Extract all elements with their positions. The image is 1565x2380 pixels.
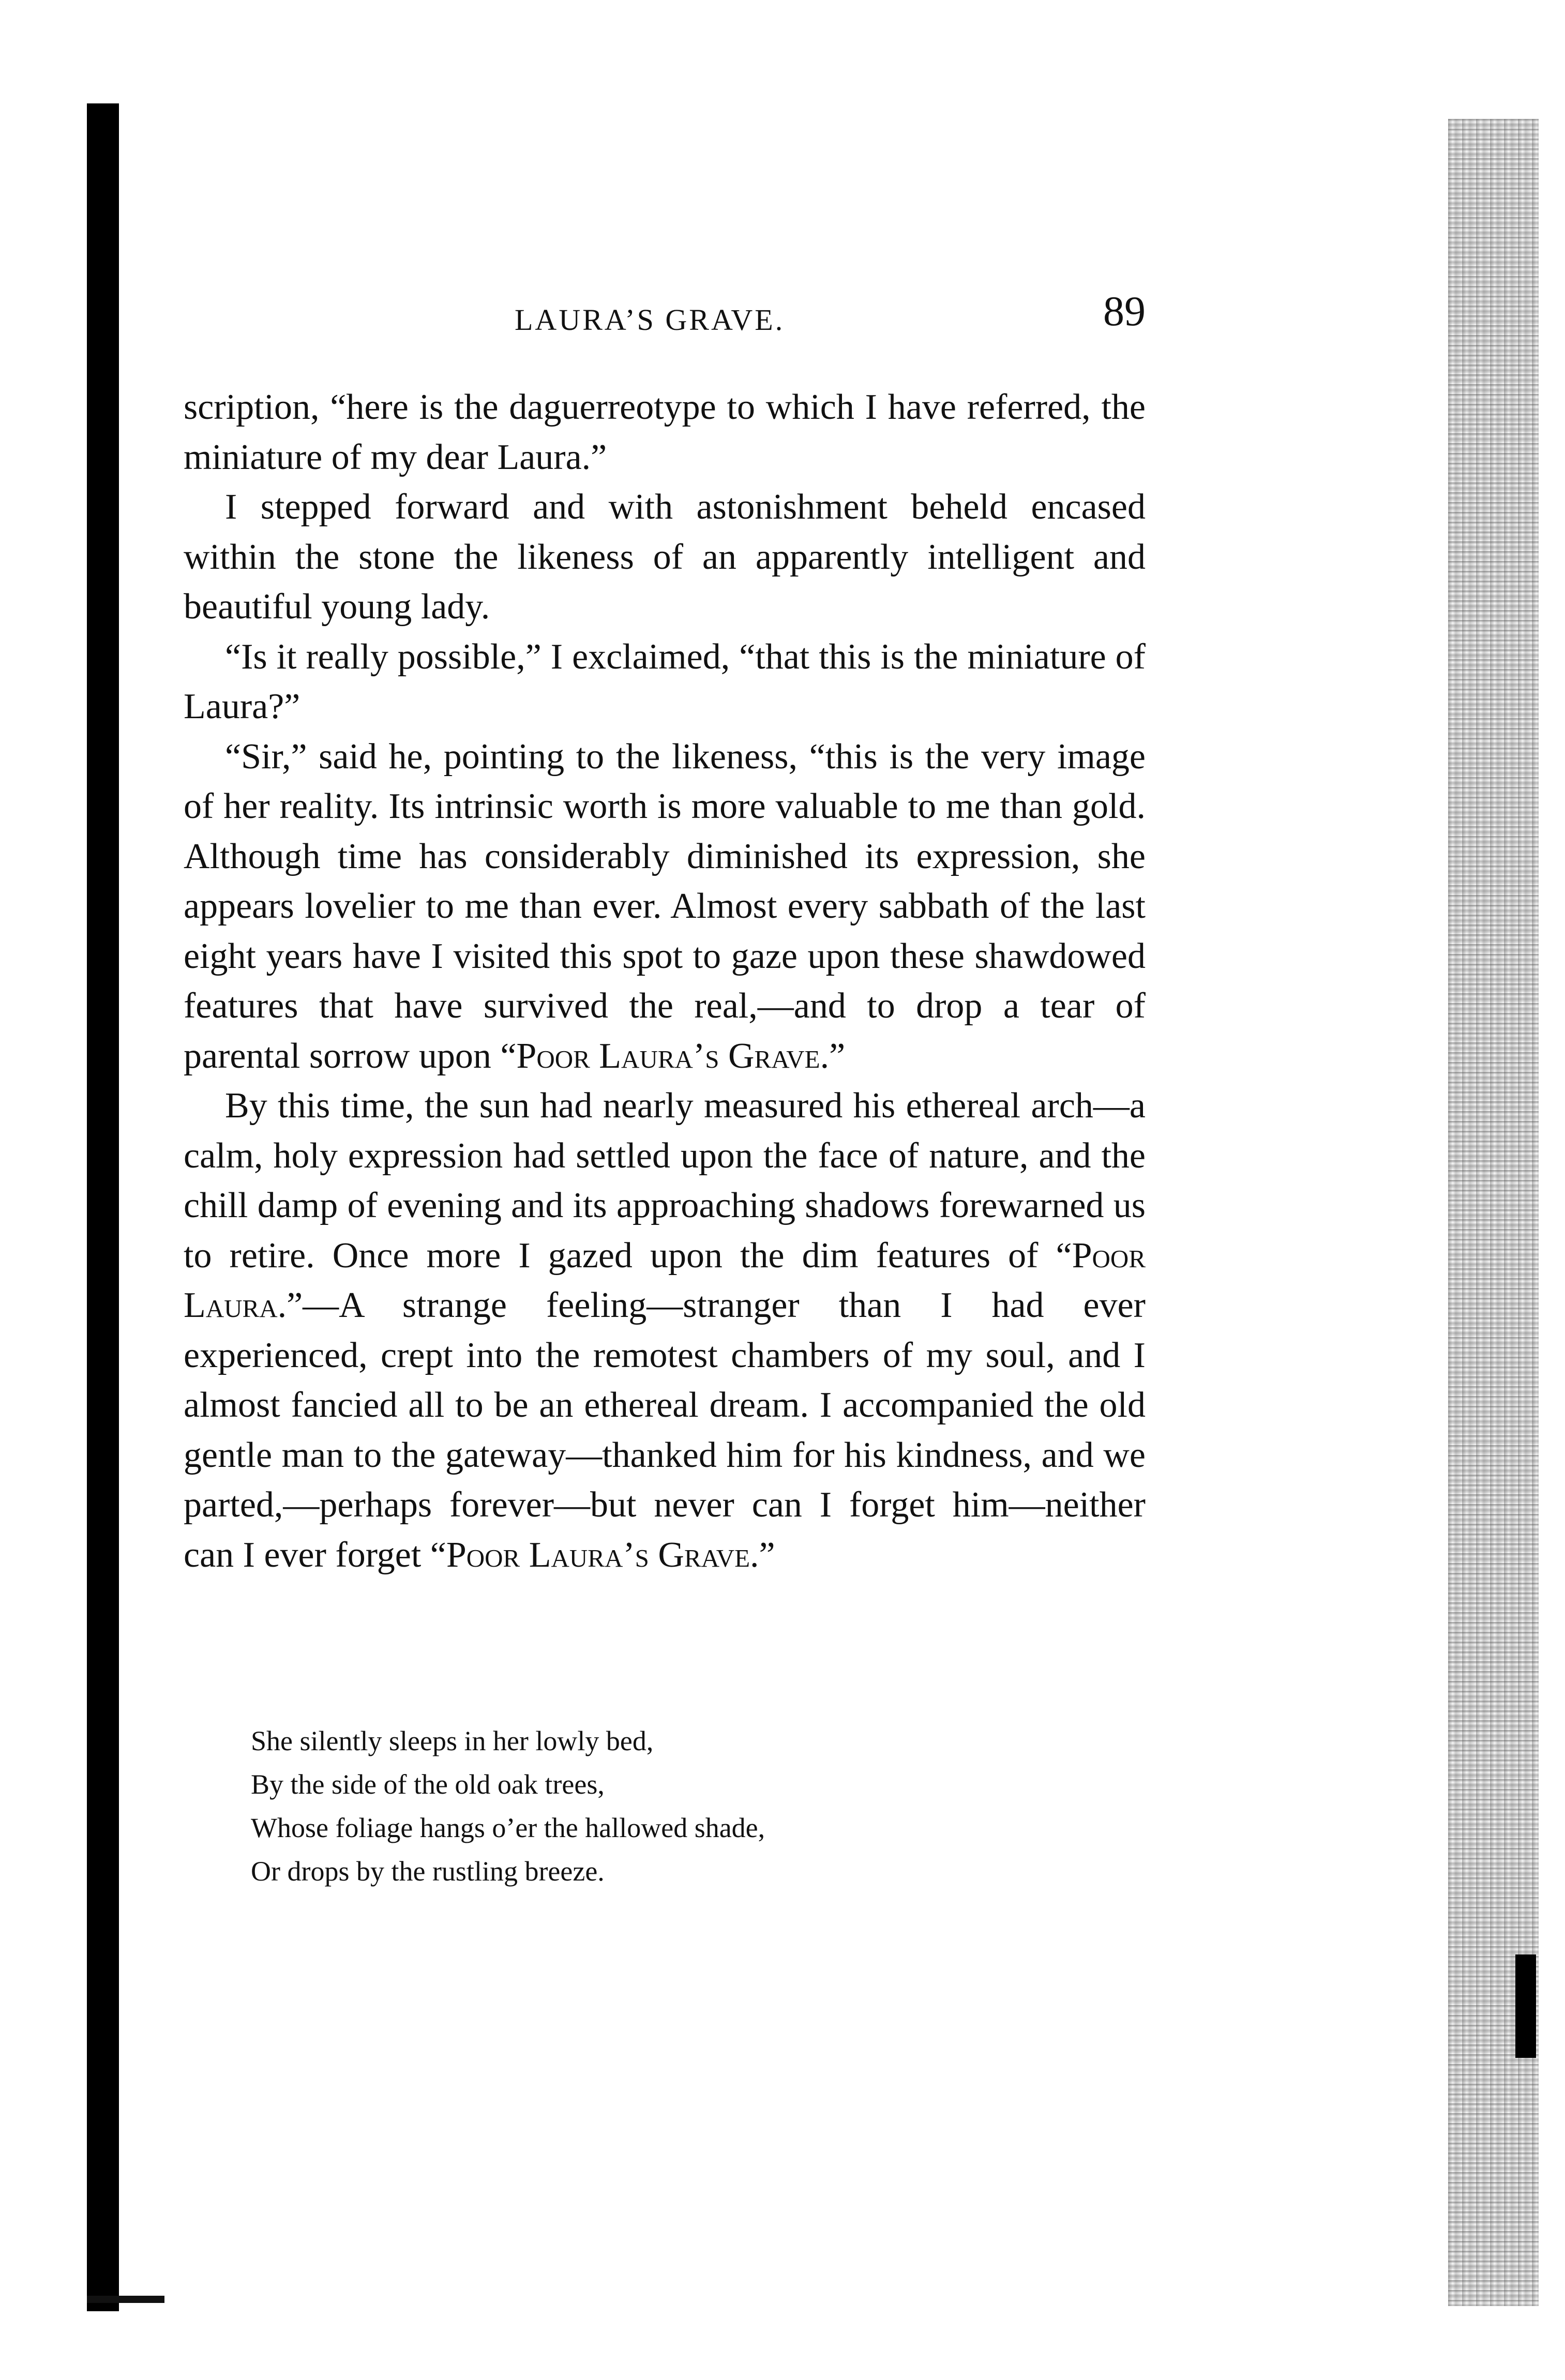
binding-shadow bbox=[87, 103, 119, 2311]
poor-laura-title: Poor Laura.” bbox=[184, 1235, 1146, 1325]
poor-lauras-grave-title-2: “Poor Laura’s Grave.” bbox=[430, 1535, 775, 1575]
poem-line: Or drops by the rustling breeze. bbox=[251, 1856, 605, 1887]
paragraph-2: I stepped forward and with astonishment beheld encased within the stone the likeness of an apparently intelligent and beautiful young lady. bbox=[184, 487, 1146, 627]
page-header bbox=[184, 287, 1146, 349]
poor-lauras-grave-title-1: “Poor Laura’s Grave.” bbox=[500, 1036, 846, 1076]
poem-stanza bbox=[251, 1719, 1027, 1893]
running-head: LAURA’S GRAVE. bbox=[515, 303, 785, 337]
poem-line: She silently sleeps in her lowly bed, bbox=[251, 1725, 654, 1756]
page-number: 89 bbox=[1103, 287, 1146, 335]
poem-line: By the side of the old oak trees, bbox=[251, 1769, 605, 1800]
paragraph-5 bbox=[184, 1081, 1146, 1580]
paragraph-5-text-a: By this time, the sun had nearly measured his ethereal arch—a calm, holy expression had settled upon the face of nature, and the chill damp of evening and its approaching shadows forewarned us to retire. Once more I gazed upon the dim features of “ bbox=[184, 1086, 1146, 1276]
body-text bbox=[184, 383, 1146, 1580]
paragraph-4 bbox=[184, 732, 1146, 1082]
paragraph-1: scription, “here is the daguerreotype to which I have referred, the miniature of my dear Laura.” bbox=[184, 387, 1146, 477]
paragraph-4-text: “Sir,” said he, pointing to the likeness, “this is the very image of her reality. Its intrinsic worth is more valuable to me than gold. Although time has considerably diminished its expression, she appears lovelier to me than ever. Almost every sabbath of the last eight years have I visited this spot to gaze upon these shawdowed features that have survived the real,—and to drop a tear of parental sorrow upon bbox=[184, 736, 1146, 1076]
paragraph-3: “Is it really possible,” I exclaimed, “that this is the miniature of Laura?” bbox=[184, 636, 1146, 726]
binding-shadow-foot bbox=[87, 2296, 164, 2303]
paragraph-5-text-b: —A strange feeling—stranger than I had ever experienced, crept into the remotest chambers of my soul, and I almost fancied all to be an ethereal dream. I accompanied the old gentle man to the gateway—thanked him for his kindness, and we parted,—perhaps forever—but never can I forget him—neither can I ever forget bbox=[184, 1285, 1146, 1575]
page-edge-mark bbox=[1515, 1954, 1536, 2058]
poem-line: Whose foliage hangs o’er the hallowed shade, bbox=[251, 1812, 765, 1843]
